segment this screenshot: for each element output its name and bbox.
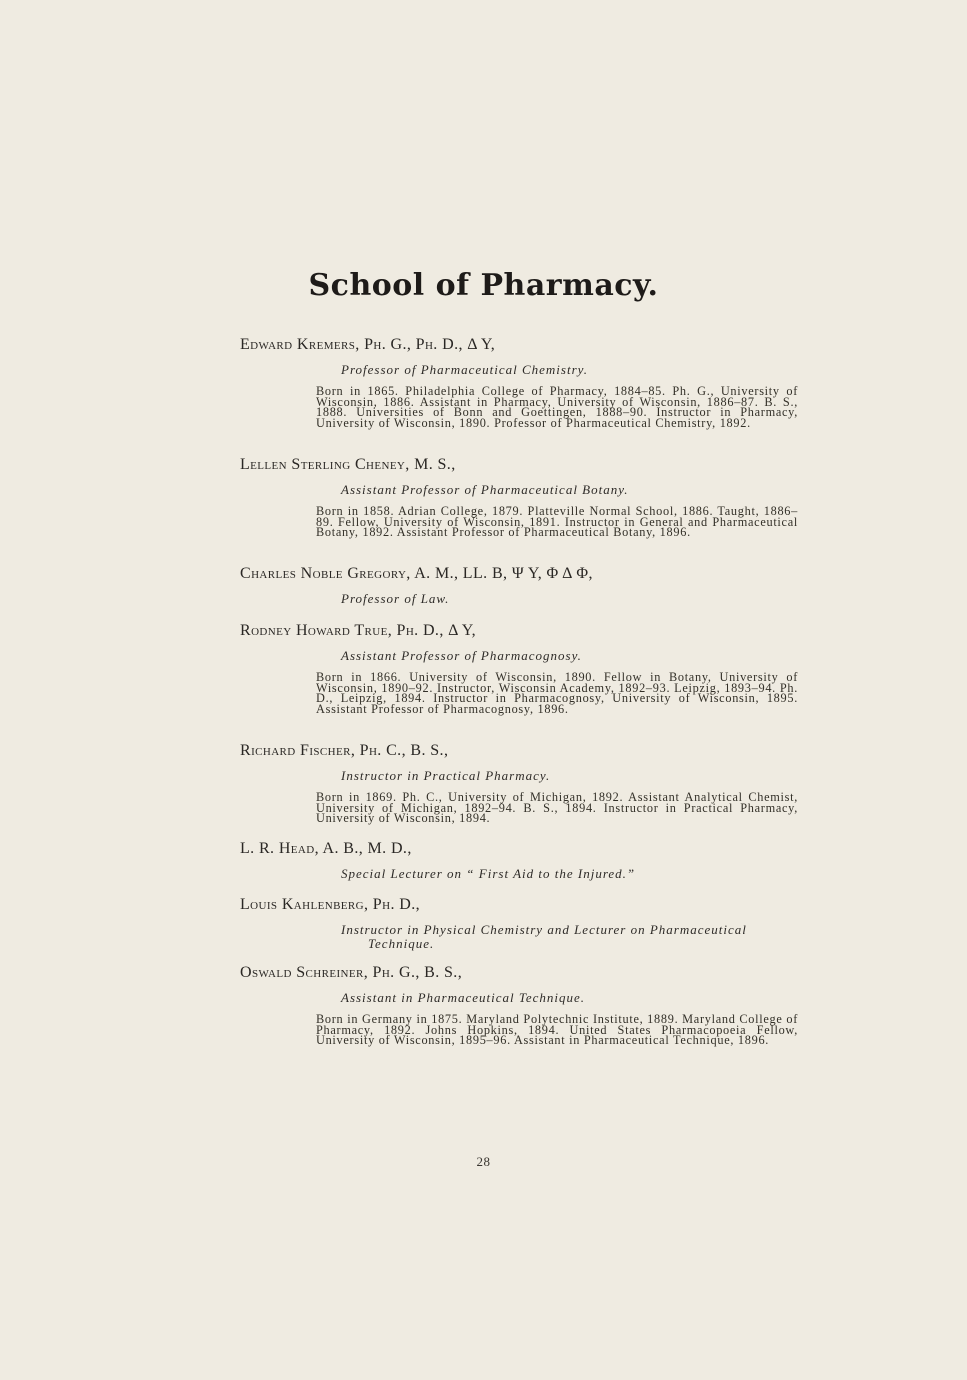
faculty-entry	[240, 622, 800, 714]
faculty-name: Rodney Howard True, Ph. D., Δ Υ,	[240, 622, 477, 639]
faculty-role	[341, 923, 799, 951]
faculty-bio: Born in 1866. University of Wisconsin, 1890. Fellow in Botany, University of Wisconsin, 1890–92. Instructor, Wisconsin Academy, 1892–93. Leipzig, 1893–94. Ph. D., Leipzig, 1894. Instructor in Pharmacognosy, University of Wisconsin, 1895. Assistant Professor of Pharmacognosy, 1896.	[316, 670, 798, 716]
faculty-bio: Born in 1865. Philadelphia College of Pharmacy, 1884–85. Ph. G., University of Wisconsin, 1886. Assistant in Pharmacy, University of Wisconsin, 1886–87. B. S., 1888. Universities of Bonn and Goettingen, 1888–90. Instructor in Pharmacy, University of Wisconsin, 1890. Professor of Pharmaceutical Chemistry, 1892.	[316, 384, 798, 430]
faculty-entry	[240, 896, 800, 951]
faculty-name: Richard Fischer, Ph. C., B. S.,	[240, 742, 449, 759]
faculty-entry	[240, 336, 800, 428]
faculty-bio: Born in 1858. Adrian College, 1879. Platteville Normal School, 1886. Taught, 1886–89. Fellow, University of Wisconsin, 1891. Instructor in General and Pharmaceutical Botany, 1892. Assistant Professor of Pharmaceutical Botany, 1896.	[316, 504, 798, 540]
faculty-name: Oswald Schreiner, Ph. G., B. S.,	[240, 964, 463, 981]
page-number: 28	[476, 1154, 491, 1169]
page-title: School of Pharmacy.	[308, 268, 659, 303]
faculty-entry	[240, 964, 800, 1046]
faculty-name: Edward Kremers, Ph. G., Ph. D., Δ Υ,	[240, 336, 496, 353]
faculty-name: L. R. Head, A. B., M. D.,	[240, 840, 412, 857]
faculty-bio: Born in 1869. Ph. C., University of Michigan, 1892. Assistant Analytical Chemist, University of Michigan, 1892–94. B. S., 1894. Instructor in Practical Pharmacy, University of Wisconsin, 1894.	[316, 790, 798, 826]
faculty-name: Lellen Sterling Cheney, M. S.,	[240, 456, 456, 473]
faculty-name: Louis Kahlenberg, Ph. D.,	[240, 896, 421, 913]
faculty-entry	[240, 456, 800, 538]
faculty-bio: Born in Germany in 1875. Maryland Polytechnic Institute, 1889. Maryland College of Pharmacy, 1892. Johns Hopkins, 1894. United States Pharmacopoeia Fellow, University of Wisconsin, 1895–96. Assistant in Pharmaceutical Technique, 1896.	[316, 1012, 798, 1048]
faculty-role: Instructor in Practical Pharmacy.	[341, 768, 551, 783]
faculty-entry	[240, 840, 800, 881]
faculty-role: Professor of Law.	[341, 591, 450, 606]
faculty-role: Special Lecturer on “ First Aid to the Injured.”	[341, 866, 636, 881]
faculty-role-continuation: Technique.	[368, 936, 435, 951]
faculty-entry	[240, 742, 800, 824]
faculty-role: Assistant Professor of Pharmacognosy.	[341, 648, 582, 663]
faculty-entry	[240, 565, 800, 606]
faculty-role: Professor of Pharmaceutical Chemistry.	[341, 362, 588, 377]
faculty-role: Assistant in Pharmaceutical Technique.	[341, 990, 586, 1005]
faculty-name: Charles Noble Gregory, A. M., LL. B, Ψ Υ, Φ Δ Φ,	[240, 565, 593, 582]
faculty-role-line: Instructor in Physical Chemistry and Lecturer on Pharmaceutical	[341, 922, 747, 937]
faculty-role: Assistant Professor of Pharmaceutical Botany.	[341, 482, 629, 497]
